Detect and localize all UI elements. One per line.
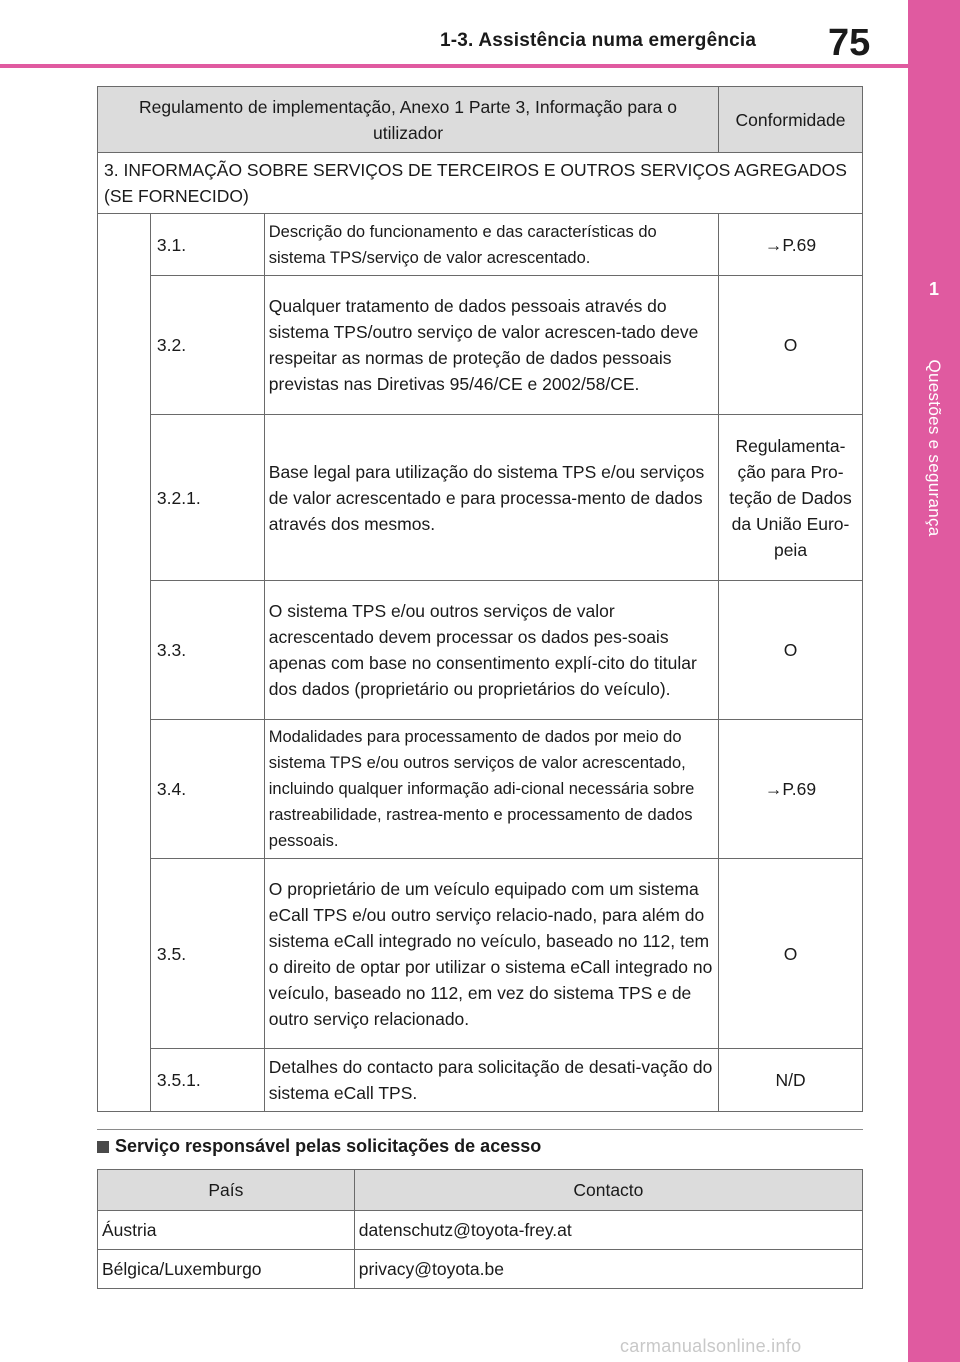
row-description: Qualquer tratamento de dados pessoais através do sistema TPS/outro serviço de valor acrescen-tado deve respeitar as normas de proteção de dados pessoais previstas nas Diretivas 95/46/CE e 2002/58/CE. — [264, 276, 718, 415]
row-description: O sistema TPS e/ou outros serviços de valor acrescentado devem processar os dados pes-soais apenas com base no consentimento explí-cito do titular dos dados (proprietário ou proprietários do veículo). — [264, 581, 718, 720]
contact-cell: privacy@toyota.be — [354, 1250, 862, 1289]
row-number: 3.3. — [150, 581, 264, 720]
table-row — [98, 1250, 863, 1289]
row-conformity: O — [719, 581, 863, 720]
row-conformity: →P.69 — [719, 214, 863, 276]
row-number: 3.1. — [150, 214, 264, 276]
row-number: 3.4. — [150, 720, 264, 859]
row-conformity: →P.69 — [719, 720, 863, 859]
chapter-label: Questões e segurança — [925, 359, 944, 537]
table-header-regulation: Regulamento de implementação, Anexo 1 Parte 3, Informação para o utilizador — [98, 87, 719, 153]
row-description: Descrição do funcionamento e das características do sistema TPS/serviço de valor acrescentado. — [264, 214, 718, 276]
column-header-country: País — [98, 1170, 355, 1211]
row-number: 3.2.1. — [150, 415, 264, 581]
watermark: carmanualsonline.info — [620, 1336, 802, 1356]
table-header-conformity: Conformidade — [719, 87, 863, 153]
row-conformity: N/D — [719, 1049, 863, 1112]
header-divider — [0, 64, 908, 68]
conformity-table — [97, 86, 863, 1112]
row-description: Base legal para utilização do sistema TPS e/ou serviços de valor acrescentado e para processa-mento de dados através dos mesmos. — [264, 415, 718, 581]
subsection-heading — [97, 1136, 541, 1157]
contacts-table — [97, 1169, 863, 1289]
column-header-contact: Contacto — [354, 1170, 862, 1211]
row-conformity: O — [719, 859, 863, 1049]
country-cell: Bélgica/Luxemburgo — [98, 1250, 355, 1289]
contact-cell: datenschutz@toyota-frey.at — [354, 1211, 862, 1250]
table-row — [98, 1211, 863, 1250]
section-row: 3. INFORMAÇÃO SOBRE SERVIÇOS DE TERCEIROS E OUTROS SERVIÇOS AGREGADOS (SE FORNECIDO) — [98, 153, 863, 214]
chapter-number: 1 — [908, 250, 960, 328]
row-description: Modalidades para processamento de dados por meio do sistema TPS e/ou outros serviços de valor acrescentado, incluindo qualquer informação adi-cional necessária sobre rastreabilidade, rastrea-mento e processamento de dados pessoais. — [264, 720, 718, 859]
subsection-heading-text: Serviço responsável pelas solicitações de acesso — [115, 1136, 542, 1156]
section-title: 1-3. Assistência numa emergência — [440, 30, 757, 51]
row-number: 3.5.1. — [150, 1049, 264, 1112]
row-conformity: O — [719, 276, 863, 415]
row-description: Detalhes do contacto para solicitação de desati-vação do sistema eCall TPS. — [264, 1049, 718, 1112]
chapter-side-tab — [908, 0, 960, 1362]
bullet-square-icon — [97, 1141, 109, 1153]
subsection-divider — [97, 1129, 863, 1130]
indent-cell — [98, 214, 151, 1112]
row-number: 3.2. — [150, 276, 264, 415]
page-number: 75 — [828, 22, 871, 64]
row-number: 3.5. — [150, 859, 264, 1049]
row-description: O proprietário de um veículo equipado com um sistema eCall TPS e/ou outro serviço relacio-nado, para além do sistema eCall integrado no veículo, baseado no 112, tem o direito de optar por utilizar o sistema eCall integrado no veículo, baseado no 112, em vez do sistema TPS e de outro serviço relacionado. — [264, 859, 718, 1049]
country-cell: Áustria — [98, 1211, 355, 1250]
row-conformity: Regulamenta-ção para Pro-teção de Dados da União Euro-peia — [719, 415, 863, 581]
